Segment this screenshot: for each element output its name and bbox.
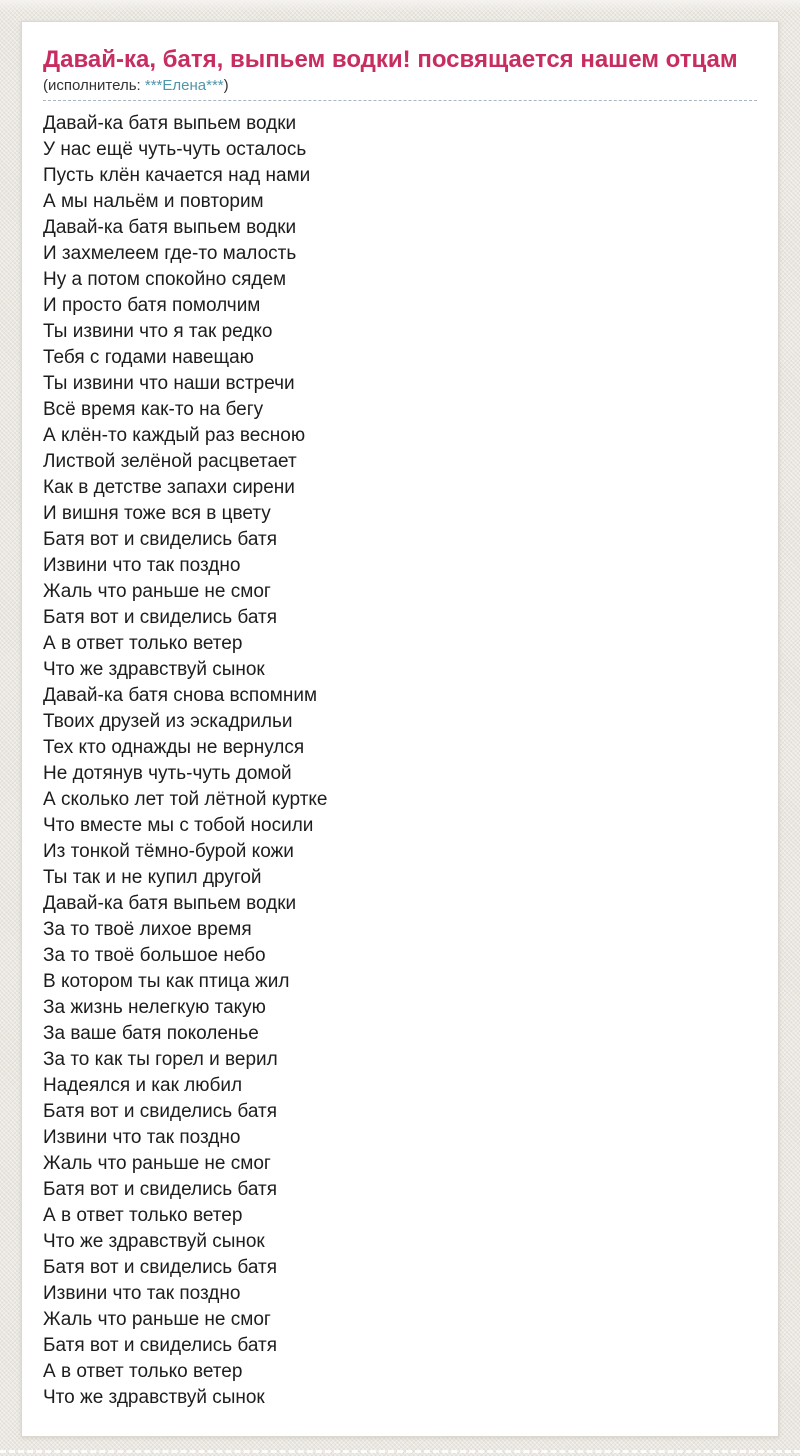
lyric-line: Твоих друзей из эскадрильи [43,711,293,732]
lyric-line: Что же здравствуй сынок [43,1387,265,1408]
lyric-line: Ты так и не купил другой [43,867,262,888]
lyrics-card [21,21,779,1437]
lyric-line: А в ответ только ветер [43,1205,243,1226]
lyric-line: Не дотянув чуть-чуть домой [43,763,292,784]
lyric-line: Давай-ка батя выпьем водки [43,893,297,914]
lyric-line: Как в детстве запахи сирени [43,477,295,498]
lyric-line: А клён-то каждый раз весною [43,425,306,446]
lyric-line: Батя вот и свиделись батя [43,1101,277,1122]
lyric-line: Что же здравствуй сынок [43,1231,265,1252]
lyric-line: Ты извини что наши встречи [43,373,295,394]
lyric-line: Что вместе мы с тобой носили [43,815,314,836]
lyric-line: Листвой зелёной расцветает [43,451,297,472]
artist-row [43,76,757,101]
lyric-line: Давай-ка батя выпьем водки [43,217,297,238]
lyric-line: За жизнь нелегкую такую [43,997,266,1018]
lyric-line: И захмелеем где-то малость [43,243,297,264]
lyric-line: Пусть клён качается над нами [43,165,311,186]
lyric-line: Извини что так поздно [43,555,241,576]
lyric-line: Что же здравствуй сынок [43,659,265,680]
lyric-line: Батя вот и свиделись батя [43,607,277,628]
lyric-line: Тех кто однажды не вернулся [43,737,305,758]
song-title: Давай-ка, батя, выпьем водки! посвящается нашем отцам [43,46,738,73]
lyric-line: Ты извини что я так редко [43,321,273,342]
lyric-line: В котором ты как птица жил [43,971,290,992]
background-top-sheen [0,0,800,12]
lyric-line: Извини что так поздно [43,1283,241,1304]
lyric-line: И вишня тоже вся в цвету [43,503,271,524]
lyric-line: Всё время как-то на бегу [43,399,264,420]
lyric-line: Батя вот и свиделись батя [43,1179,277,1200]
lyric-line: Ну а потом спокойно сядем [43,269,287,290]
lyric-line: За ваше батя поколенье [43,1023,259,1044]
artist-suffix: ) [223,77,229,94]
lyric-line: Давай-ка батя снова вспомним [43,685,318,706]
lyric-line: Давай-ка батя выпьем водки [43,113,297,134]
artist-link[interactable]: ***Елена*** [144,77,224,94]
lyric-line: А в ответ только ветер [43,633,243,654]
bottom-dashed-divider [0,1450,800,1453]
lyric-line: За то как ты горел и верил [43,1049,278,1070]
lyric-line: Извини что так поздно [43,1127,241,1148]
lyric-line: Жаль что раньше не смог [43,581,271,602]
lyric-line: Из тонкой тёмно-бурой кожи [43,841,294,862]
lyric-line: А сколько лет той лётной куртке [43,789,328,810]
lyric-line: Батя вот и свиделись батя [43,1257,277,1278]
lyric-line: Жаль что раньше не смог [43,1309,271,1330]
lyric-line: Тебя с годами навещаю [43,347,254,368]
lyric-line: У нас ещё чуть-чуть осталось [43,139,307,160]
lyric-line: За то твоё лихое время [43,919,252,940]
lyrics-text [43,111,757,1411]
lyric-line: За то твоё большое небо [43,945,266,966]
lyric-line: Надеялся и как любил [43,1075,243,1096]
artist-prefix: (исполнитель: [43,77,145,94]
lyric-line: А мы нальём и повторим [43,191,264,212]
lyric-line: Батя вот и свиделись батя [43,529,277,550]
lyric-line: А в ответ только ветер [43,1361,243,1382]
lyric-line: И просто батя помолчим [43,295,261,316]
lyric-line: Батя вот и свиделись батя [43,1335,277,1356]
lyric-line: Жаль что раньше не смог [43,1153,271,1174]
